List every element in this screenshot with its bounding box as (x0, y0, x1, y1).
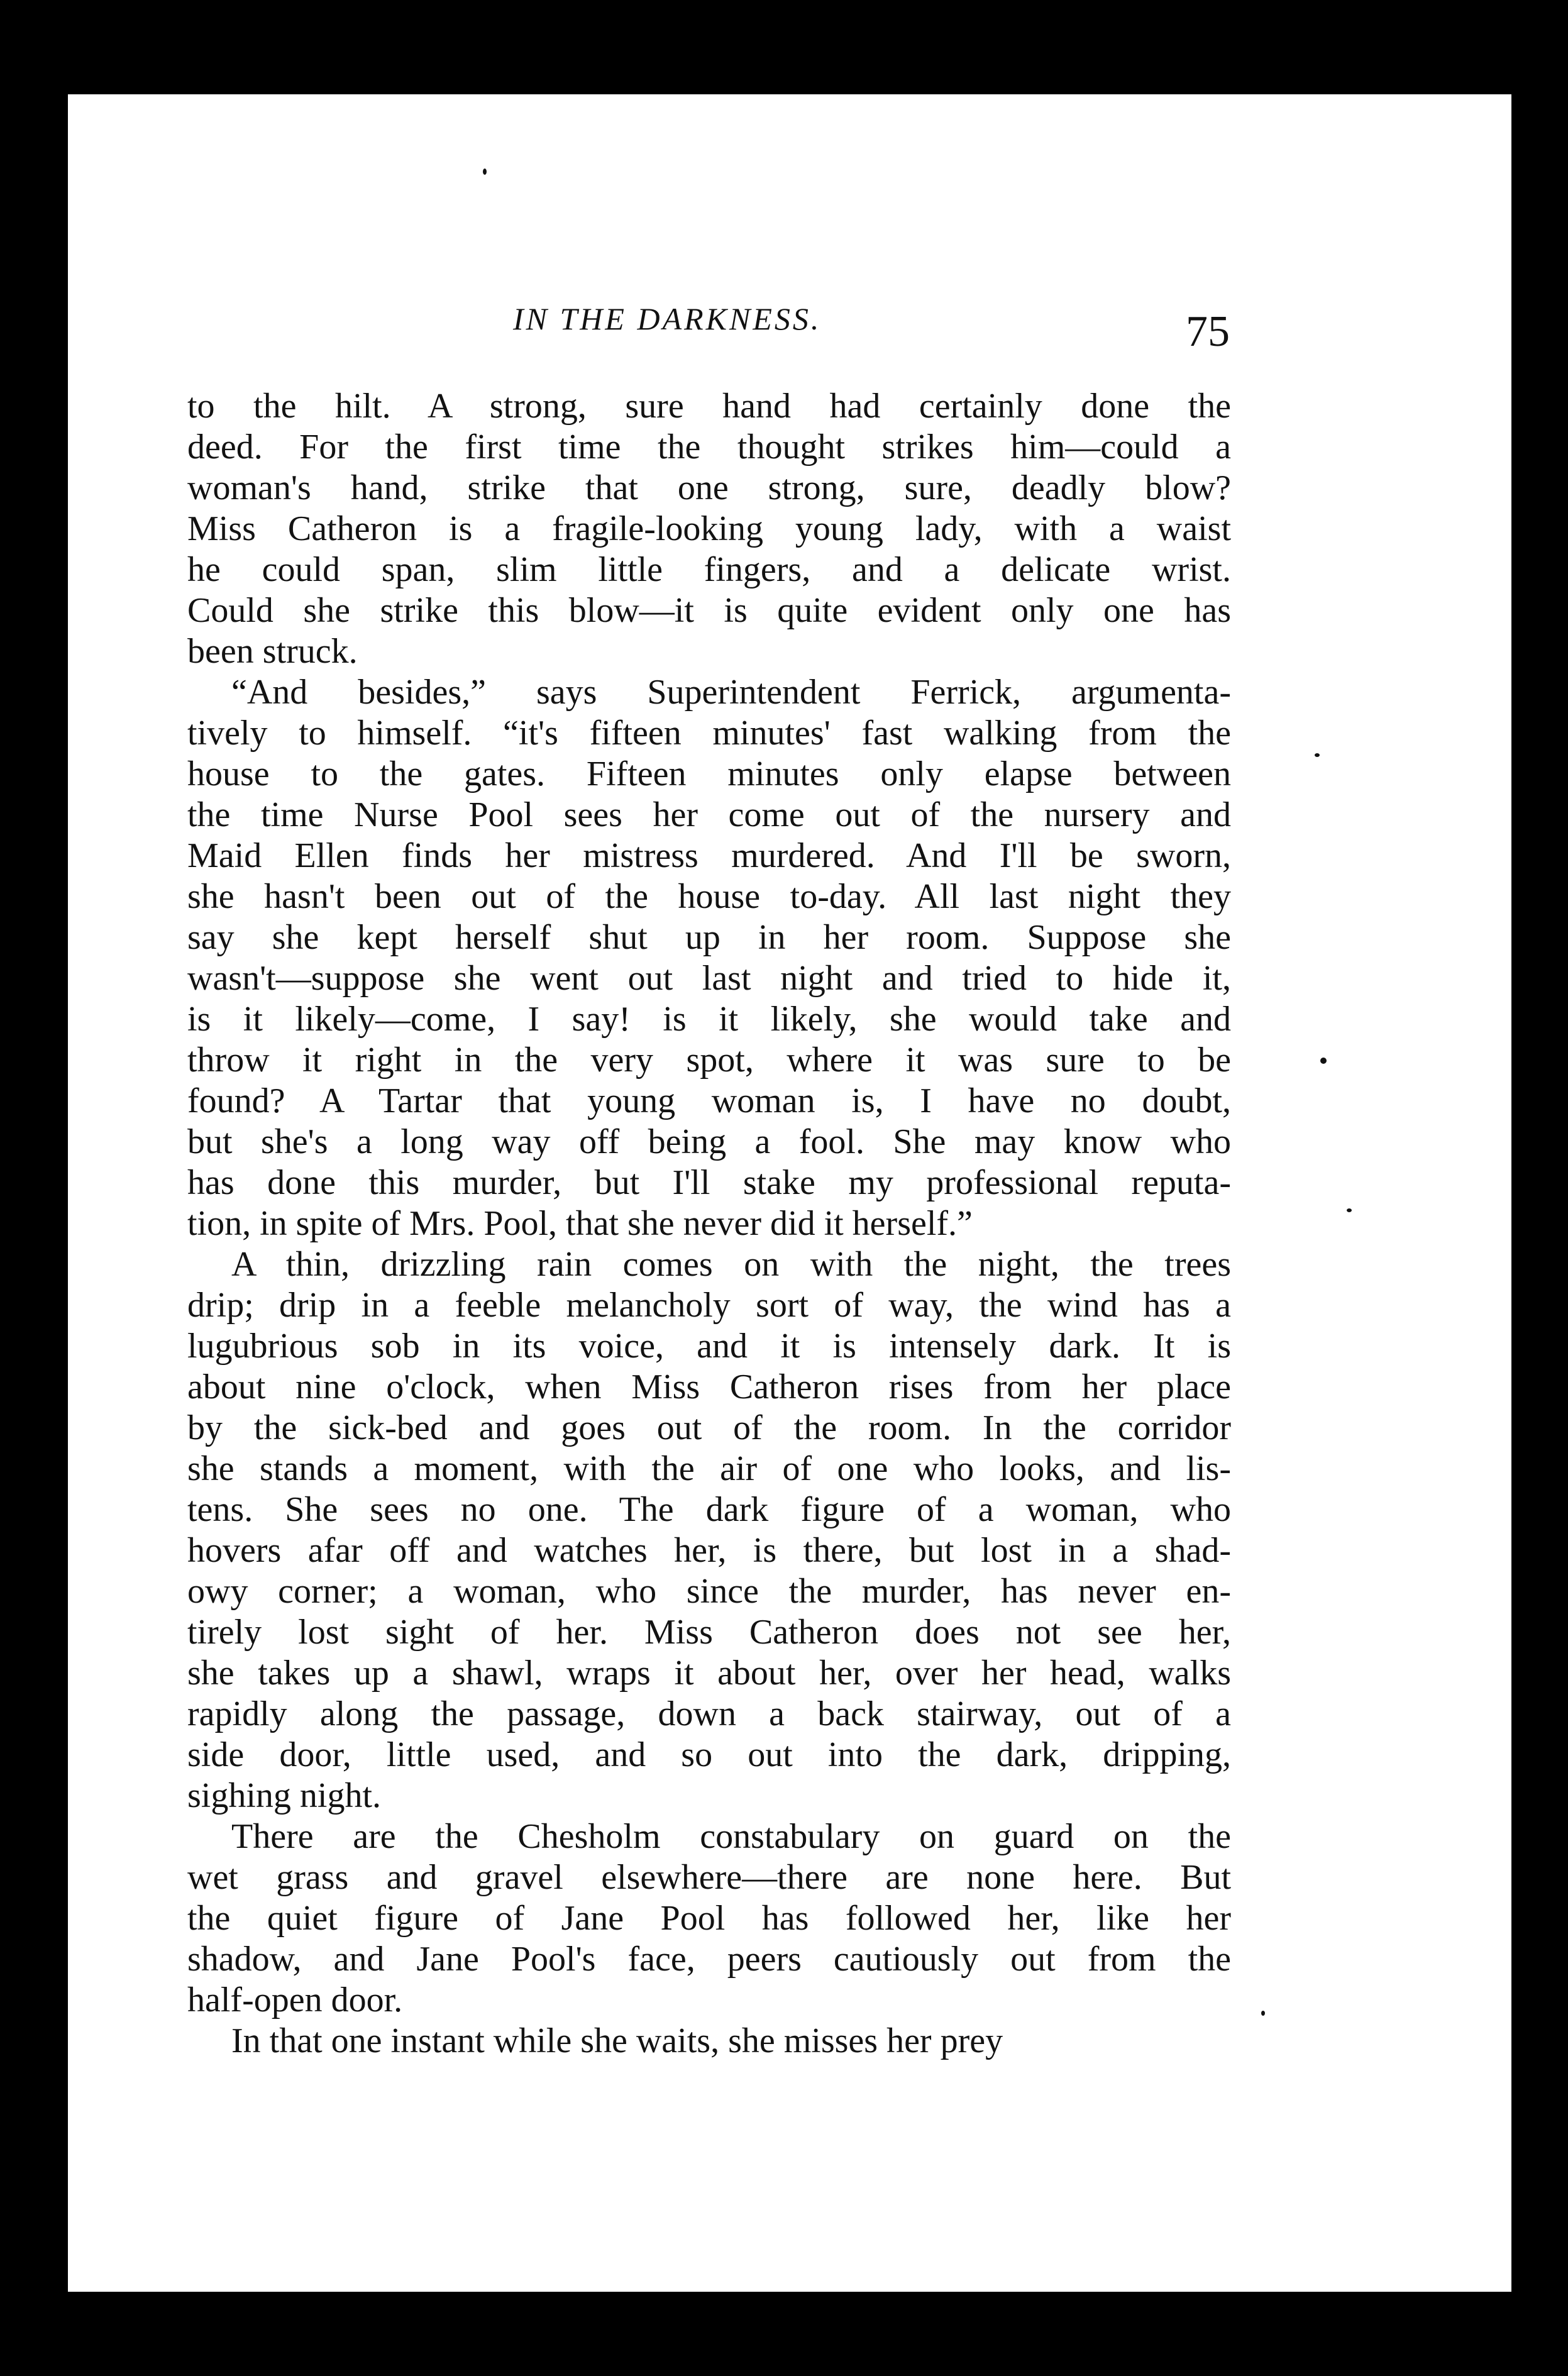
text-line: Maid Ellen finds her mistress murdered. And I'll be sworn, (187, 836, 1231, 875)
text-line: shadow, and Jane Pool's face, peers cautiously out from the (187, 1940, 1231, 1979)
text-line: lugubrious sob in its voice, and it is intensely dark. It is (187, 1327, 1231, 1366)
text-line: tirely lost sight of her. Miss Catheron does not see her, (187, 1613, 1231, 1652)
paragraph (187, 386, 1231, 672)
text-line: wasn't—suppose she went out last night and tried to hide it, (187, 959, 1231, 998)
text-line: owy corner; a woman, who since the murder, has never en- (187, 1572, 1231, 1611)
paragraph (187, 1816, 1231, 2021)
body-text (187, 386, 1231, 2062)
paragraph (187, 1244, 1231, 1816)
text-line: house to the gates. Fifteen minutes only elapse between (187, 754, 1231, 793)
text-line: by the sick-bed and goes out of the room. In the corridor (187, 1408, 1231, 1447)
running-head: IN THE DARKNESS. (513, 301, 822, 336)
text-line: found? A Tartar that young woman is, I have no doubt, (187, 1081, 1231, 1120)
text-line: woman's hand, strike that one strong, sure, deadly blow? (187, 468, 1231, 507)
text-line: say she kept herself shut up in her room. Suppose she (187, 918, 1231, 957)
paragraph (187, 2021, 1231, 2062)
text-line: tens. She sees no one. The dark figure of a woman, who (187, 1490, 1231, 1529)
paragraph (187, 672, 1231, 1244)
text-line: she takes up a shawl, wraps it about her, over her head, walks (187, 1654, 1231, 1693)
text-line: hovers afar off and watches her, is there, but lost in a shad- (187, 1531, 1231, 1570)
text-line: “And besides,” says Superintendent Ferrick, argumenta- (231, 673, 1231, 712)
text-line: to the hilt. A strong, sure hand had certainly done the (187, 387, 1231, 426)
text-line: rapidly along the passage, down a back stairway, out of a (187, 1694, 1231, 1733)
text-line: side door, little used, and so out into the dark, dripping, (187, 1735, 1231, 1774)
text-line: she hasn't been out of the house to-day. All last night they (187, 877, 1231, 916)
text-line: is it likely—come, I say! is it likely, she would take and (187, 1000, 1231, 1039)
text-line: tion, in spite of Mrs. Pool, that she never did it herself.” (187, 1204, 973, 1243)
text-line: There are the Chesholm constabulary on guard on the (231, 1817, 1231, 1856)
text-line: the quiet figure of Jane Pool has followed her, like her (187, 1899, 1231, 1938)
text-line: about nine o'clock, when Miss Catheron rises from her place (187, 1368, 1231, 1406)
text-line: A thin, drizzling rain comes on with the night, the trees (231, 1245, 1231, 1284)
text-line: tively to himself. “it's fifteen minutes' fast walking from the (187, 714, 1231, 753)
ink-speck (1261, 2011, 1265, 2016)
text-line: she stands a moment, with the air of one who looks, and lis- (187, 1449, 1231, 1488)
text-line: Could she strike this blow—it is quite evident only one has (187, 591, 1231, 630)
text-line: In that one instant while she waits, she misses her prey (231, 2021, 1003, 2060)
text-line: Miss Catheron is a fragile-looking young lady, with a waist (187, 509, 1231, 548)
binding-edge (0, 0, 68, 2376)
text-line: has done this murder, but I'll stake my professional reputa- (187, 1163, 1231, 1202)
text-line: sighing night. (187, 1776, 382, 1815)
text-line: been struck. (187, 632, 358, 671)
ink-speck (1320, 1058, 1327, 1064)
text-line: the time Nurse Pool sees her come out of the nursery and (187, 795, 1231, 834)
text-line: wet grass and gravel elsewhere—there are none here. But (187, 1858, 1231, 1897)
text-line: but she's a long way off being a fool. She may know who (187, 1122, 1231, 1161)
text-line: drip; drip in a feeble melancholy sort of way, the wind has a (187, 1286, 1231, 1325)
ink-speck (1347, 1208, 1352, 1212)
text-line: throw it right in the very spot, where it was sure to be (187, 1041, 1231, 1080)
text-line: he could span, slim little fingers, and a delicate wrist. (187, 550, 1231, 589)
ink-speck (483, 169, 487, 175)
ink-speck (1315, 753, 1320, 757)
text-line: deed. For the first time the thought strikes him—could a (187, 428, 1231, 467)
page-number: 75 (1186, 307, 1230, 356)
text-line: half-open door. (187, 1981, 403, 2020)
